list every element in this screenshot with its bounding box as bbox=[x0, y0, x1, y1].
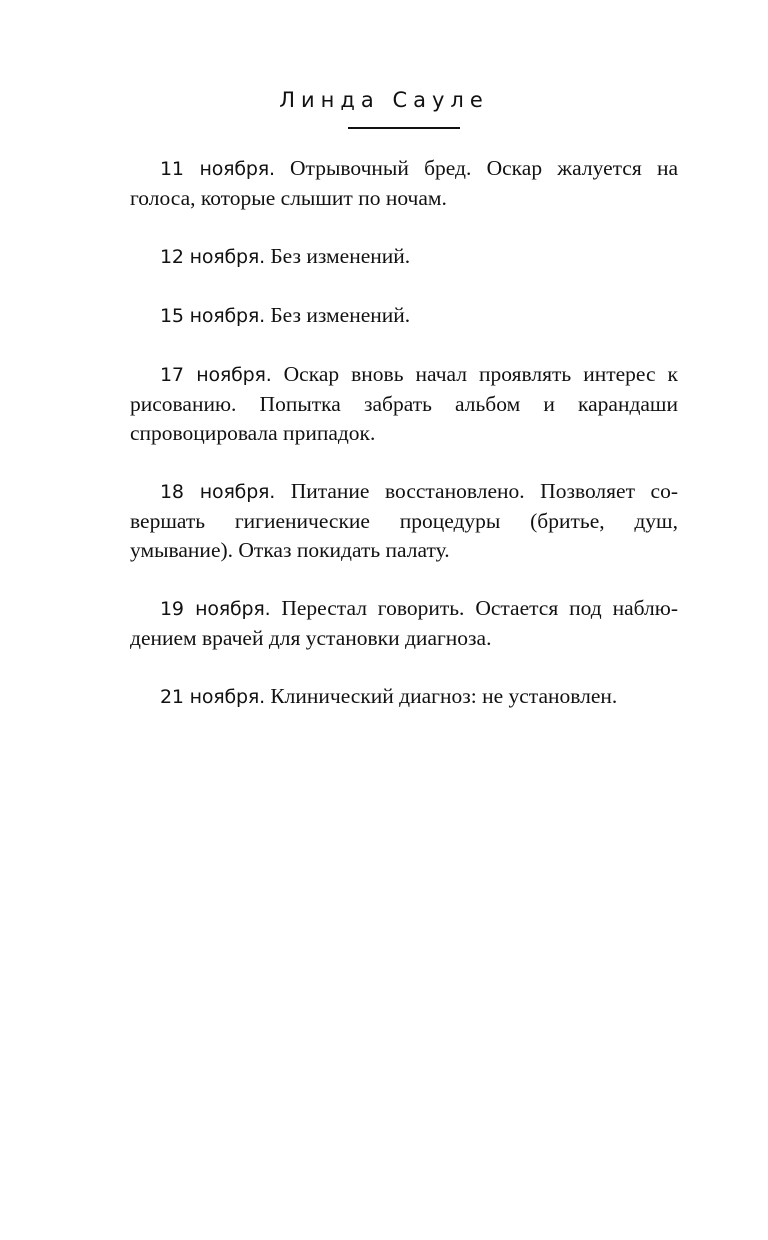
entry-text: Питание восстановлено. Позволяет совершать гигиенические процедуры (бритье, душ, умывание). Отказ покидать палату. bbox=[130, 479, 678, 562]
entry-date: 17 ноября. bbox=[160, 364, 272, 386]
entry-text: Оскар вновь начал проявлять интерес к рисованию. Попытка забрать альбом и карандаши спровоцировала припадок. bbox=[130, 362, 678, 445]
journal-entry bbox=[130, 594, 678, 653]
journal-entry bbox=[130, 242, 678, 272]
journal-entry bbox=[130, 301, 678, 331]
entry-date: 21 ноября. bbox=[160, 686, 265, 708]
header-rule bbox=[348, 127, 460, 129]
entry-date: 12 ноября. bbox=[160, 246, 265, 268]
journal-entry bbox=[130, 154, 678, 213]
entry-date: 11 ноября. bbox=[160, 158, 275, 180]
entry-text: Отрывочный бред. Оскар жалуется на голоса, которые слышит по ночам. bbox=[130, 156, 678, 210]
journal-entries bbox=[130, 154, 678, 741]
journal-entry bbox=[130, 682, 678, 712]
entry-text: Перестал говорить. Остается под наблюдением врачей для установки диагноза. bbox=[130, 596, 678, 650]
entry-text: Без изменений. bbox=[270, 244, 411, 268]
entry-text: Клинический диагноз: не установлен. bbox=[270, 684, 618, 708]
entry-text: Без изменений. bbox=[270, 303, 411, 327]
journal-entry bbox=[130, 477, 678, 565]
entry-date: 19 ноября. bbox=[160, 598, 271, 620]
entry-date: 15 ноября. bbox=[160, 305, 265, 327]
running-head-author: Линда Сауле bbox=[279, 88, 489, 112]
entry-date: 18 ноября. bbox=[160, 481, 276, 503]
journal-entry bbox=[130, 360, 678, 448]
